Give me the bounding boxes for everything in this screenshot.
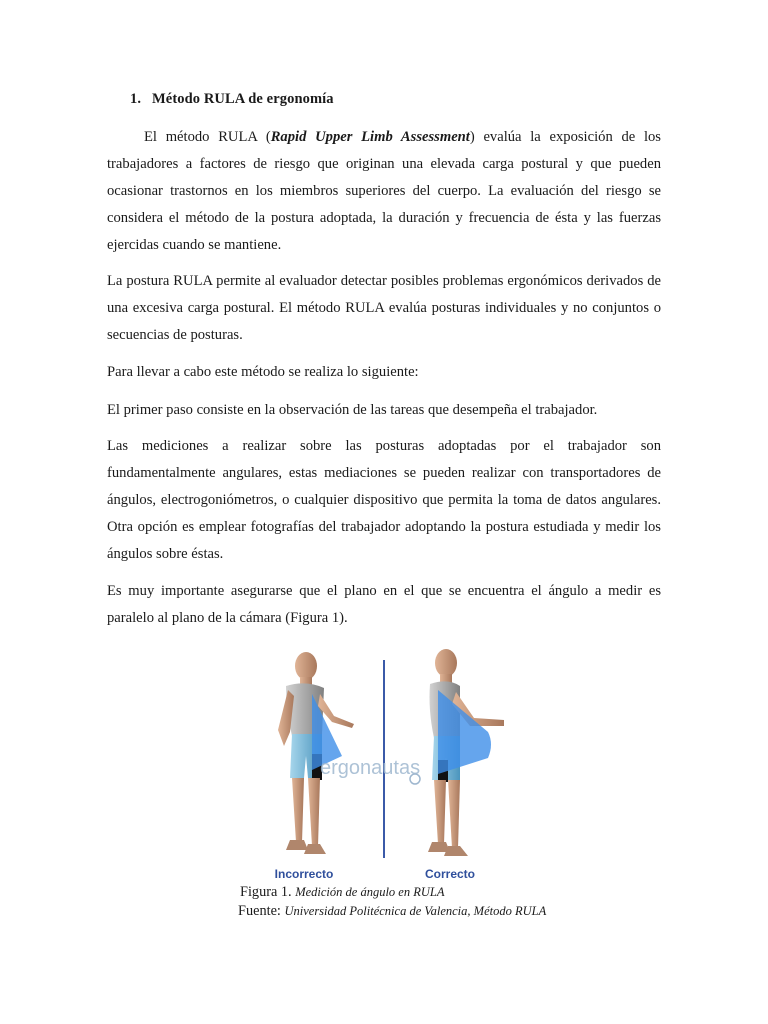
paragraph-measurements: Las mediciones a realizar sobre las posturas adoptadas por el trabajador son fundamentalmente angulares, estas mediaciones se pueden realizar con transportadores de ángulos, electrogoniómetros, o cualquier dispositivo que permita la toma de datos angulares. Otra opción es emplear fotografías del trabajador adoptando la postura estudiada y medir los ángulos sobre éstas.: [107, 438, 661, 562]
figure-caption: [240, 884, 444, 901]
label-incorrect: Incorrecto: [274, 867, 334, 881]
label-correct: Correcto: [424, 867, 476, 881]
paragraph-steps-intro: Para llevar a cabo este método se realiza lo siguiente:: [107, 364, 419, 380]
figure-illustration: [262, 646, 524, 886]
paragraph-intro: [107, 124, 661, 259]
section-heading: [130, 91, 334, 108]
angle-wedge-correct: [438, 690, 491, 774]
figure-caption-text: Medición de ángulo en RULA: [295, 885, 445, 899]
figure-source: [238, 903, 546, 920]
section-number: 1.: [130, 91, 142, 107]
paragraph-rula-posture: La postura RULA permite al evaluador detectar posibles problemas ergonómicos derivados de una excesiva carga postural. El método RULA evalúa posturas individuales y no conjuntos o secuencias de posturas.: [107, 273, 661, 343]
figure-caption-prefix: Figura 1.: [240, 884, 292, 900]
figure-source-text: Universidad Politécnica de Valencia, Método RULA: [284, 904, 547, 918]
paragraph-intro-rest: ) evalúa la exposición de los trabajadores a factores de riesgo que originan una elevada carga postural y que pueden ocasionar trastornos en los miembros superiores del cuerpo. La evaluación del riesgo se considera el método de la postura adoptada, la duración y frecuencia de ésta y las fuerzas ejercidas cuando se mantiene.: [107, 129, 661, 253]
figure-rula-angle: [262, 646, 524, 886]
rula-fullname: Rapid Upper Limb Assessment: [270, 129, 470, 145]
paragraph-intro-start: El método RULA (: [144, 129, 271, 145]
figure-source-prefix: Fuente:: [238, 903, 281, 919]
paragraph-camera-plane: Es muy importante asegurarse que el plano en el que se encuentra el ángulo a medir es paralelo al plano de la cámara (Figura 1).: [107, 583, 661, 626]
section-title: Método RULA de ergonomía: [152, 91, 334, 107]
watermark-text: ergonautas: [320, 757, 421, 779]
paragraph-first-step: El primer paso consiste en la observación de las tareas que desempeña el trabajador.: [107, 402, 598, 418]
